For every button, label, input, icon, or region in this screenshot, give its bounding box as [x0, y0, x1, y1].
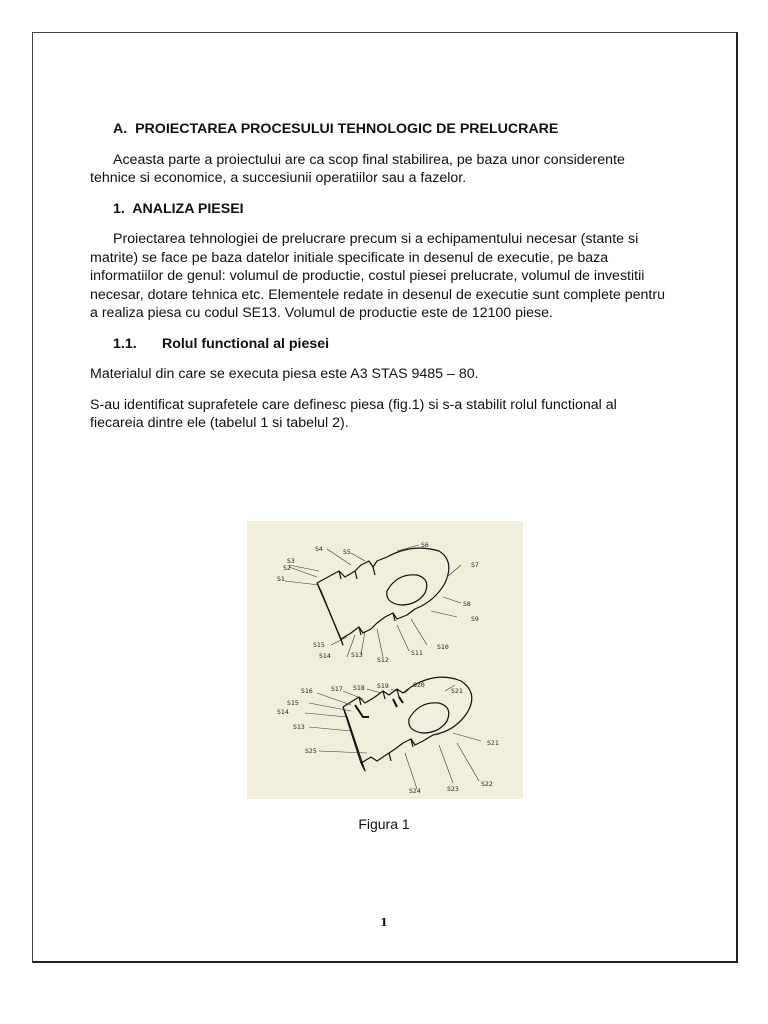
surface-label-s16: S16 — [301, 687, 313, 695]
surface-label-s21-top: S21 — [451, 687, 463, 695]
surface-label-s15-bottom: S15 — [287, 699, 299, 707]
surface-label-s15: S15 — [313, 641, 325, 649]
heading-text: ANALIZA PIESEI — [132, 200, 244, 217]
surface-label-s24: S24 — [409, 787, 421, 795]
surface-label-s8: S8 — [463, 600, 471, 608]
part-edge-top — [317, 583, 343, 645]
surface-label-s10: S10 — [437, 643, 449, 651]
surface-label-s12: S12 — [377, 656, 389, 664]
part-drawing — [247, 521, 523, 799]
analysis-paragraph: Proiectarea tehnologiei de prelucrare precum si a echipamentului necesar (stante si matrite) se face pe baza datelor initiale specificate in desenul de executie, pe baza informatiilor de genul: volumul de productie, costul piesei prelucrate, volumul de investitii necesar, dotare tehnica etc. Elementele redate in desenul de executie sunt complete pentru a realiza piesa cu codul SE13. Volumul de productie este de 12100 piese. — [90, 231, 665, 321]
heading-number: A. — [113, 121, 128, 137]
heading-number: 1. — [113, 200, 125, 217]
surface-label-s21-bottom: S21 — [487, 739, 499, 747]
page-number: 1 — [380, 916, 388, 929]
part-hole-top — [387, 575, 427, 605]
part-hole-bottom — [409, 703, 449, 733]
document-body — [90, 120, 670, 445]
surface-label-s25: S25 — [305, 747, 317, 755]
heading-text: Rolul functional al piesei — [161, 335, 330, 352]
surface-label-s18: S18 — [353, 684, 365, 692]
surface-label-s2: S2 — [283, 564, 291, 572]
surface-label-s23: S23 — [447, 785, 459, 793]
part-outline-top — [317, 548, 449, 639]
part-drawing-figure — [247, 521, 523, 799]
surface-label-s13: S13 — [351, 651, 363, 659]
surface-label-s11: S11 — [411, 649, 423, 657]
surface-label-s13-bottom: S13 — [293, 723, 305, 731]
surface-label-s20: S20 — [413, 681, 425, 689]
surface-label-s4: S4 — [315, 545, 323, 553]
heading-number: 1.1. — [113, 335, 137, 352]
surface-label-s6: S6 — [421, 541, 429, 549]
surface-label-s3: S3 — [287, 557, 295, 565]
surface-label-s14: S14 — [319, 652, 331, 660]
surface-label-s14-bottom: S14 — [277, 708, 289, 716]
surface-label-s1: S1 — [277, 575, 285, 583]
surface-label-s17: S17 — [331, 685, 343, 693]
surface-label-s19: S19 — [377, 682, 389, 690]
material-paragraph: Materialul din care se executa piesa este A3 STAS 9485 – 80. — [90, 366, 479, 382]
section-heading-a — [113, 120, 670, 139]
heading-text: PROIECTAREA PROCESULUI TEHNOLOGIC DE PRELUCRARE — [135, 121, 559, 137]
section-heading-1-1 — [113, 335, 670, 354]
surface-label-s9: S9 — [471, 615, 479, 623]
surface-label-s5: S5 — [343, 548, 351, 556]
intro-paragraph: Aceasta parte a proiectului are ca scop final stabilirea, pe baza unor considerente tehnice si economice, a succesiunii operatiilor sau a fazelor. — [90, 151, 625, 186]
surface-label-s7: S7 — [471, 561, 479, 569]
surfaces-paragraph: S-au identificat suprafetele care definesc piesa (fig.1) si s-a stabilit rolul functional al fiecareia dintre ele (tabelul 1 si tabelul 2). — [90, 396, 617, 431]
surface-label-s22: S22 — [481, 780, 493, 788]
figure-caption: Figura 1 — [358, 816, 410, 832]
section-heading-1 — [113, 200, 670, 219]
